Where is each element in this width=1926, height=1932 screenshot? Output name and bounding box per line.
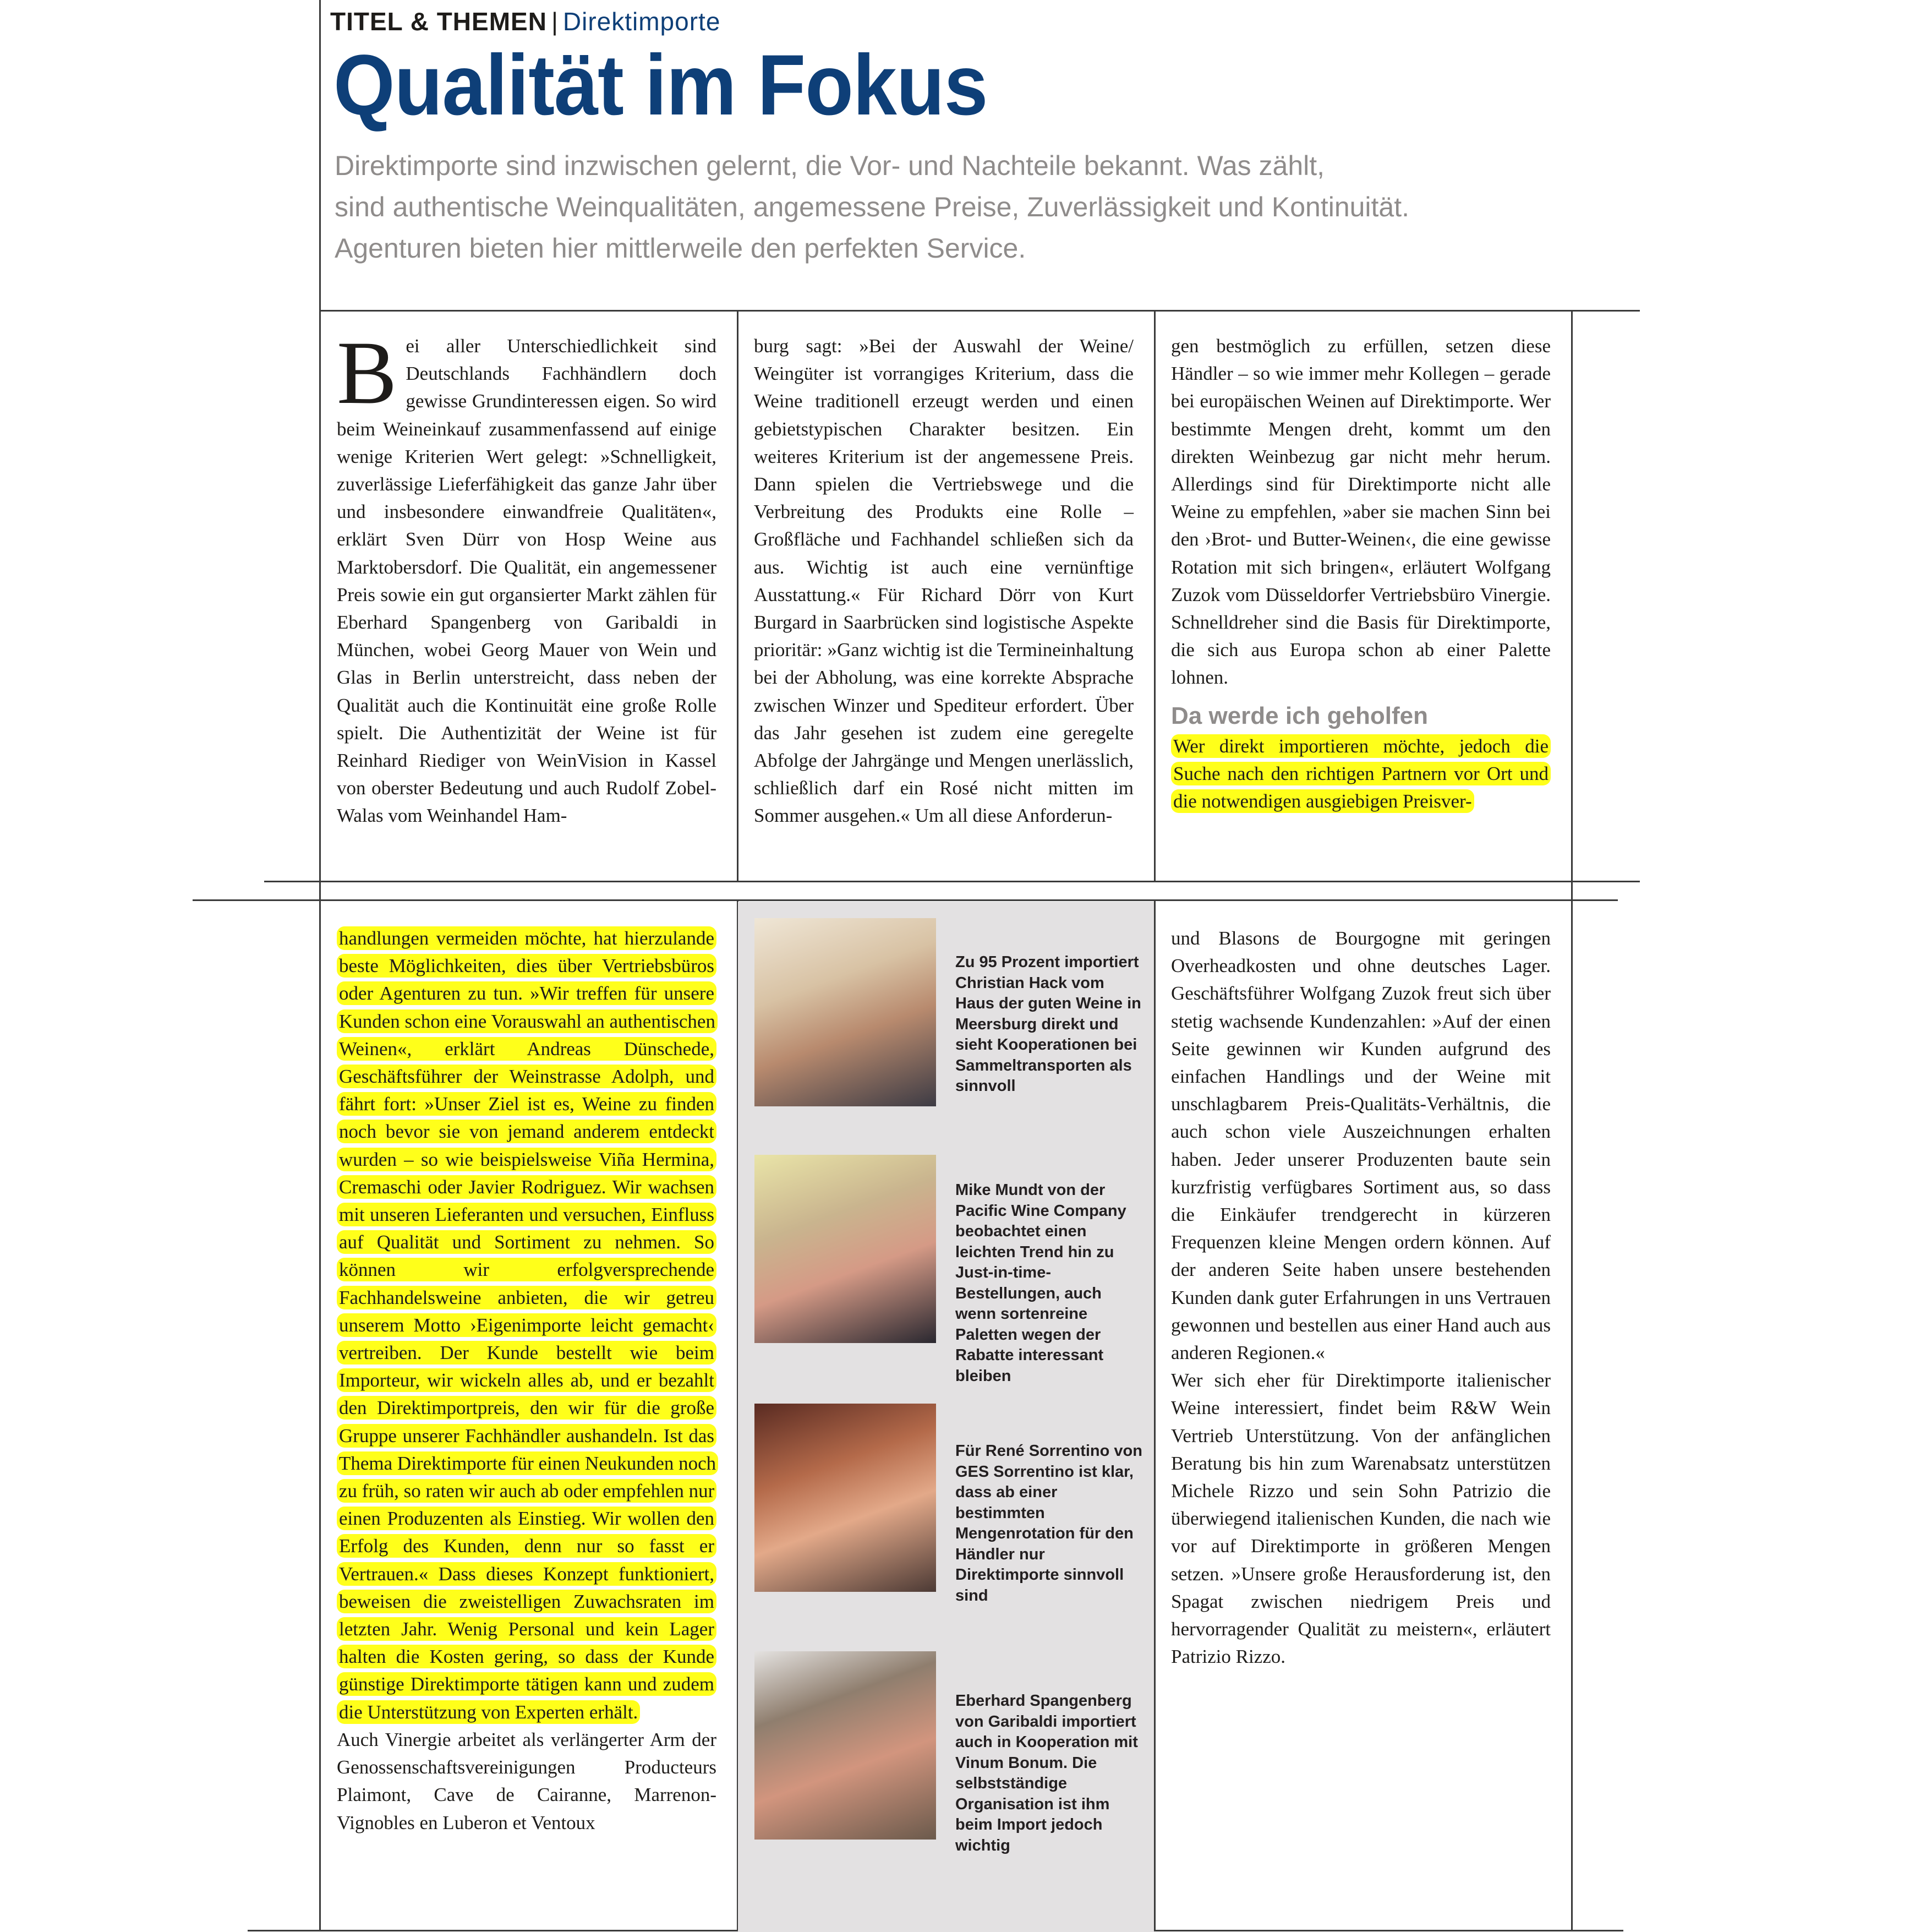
portrait-photo	[754, 1651, 936, 1840]
column-rule	[1154, 310, 1156, 881]
body-text: Wer sich eher für Direktimporte italienischer Weine interessiert, findet beim R&W Wein Vertrieb Unterstützung. Von der anfänglichen Beratung bis hin zum Warenabsatz unterstützen Michele Rizzo und sein Sohn Patrizio die überwiegend italienischen Kunden, die nach wie vor auf Direktimporte in größeren Mengen setzen. »Unsere große Herausforderung ist, den Spagat zwischen niedrigem Preis und hervorragender Qualität zu meistern«, erläutert Patrizio Rizzo.	[1171, 1369, 1551, 1668]
article-column-2	[754, 332, 1134, 830]
bottom-section-rule	[193, 899, 1618, 901]
body-text: Auch Vinergie arbeitet als verlängerter Arm der Genossenschaftsvereinigungen Producteurs Plaimont, Cave de Cairanne, Marrenon-Vignobles en Luberon et Ventoux	[337, 1728, 716, 1833]
article-column-1	[337, 323, 716, 830]
header-left-rule	[319, 0, 321, 310]
column-rule	[737, 310, 738, 881]
top-section-rule	[319, 310, 1640, 312]
lead-line: Direktimporte sind inzwischen gelernt, die Vor- und Nachteile bekannt. Was zählt,	[335, 150, 1325, 181]
column-rule	[1571, 310, 1573, 1931]
article-column-1-continued	[337, 925, 716, 1837]
photo-caption: Für René Sorrentino von GES Sorrentino ist klar, dass ab einer bestimmten Mengenrotation für den Händler nur Direktimporte sinnvoll sind	[955, 1442, 1142, 1604]
lead-paragraph	[335, 145, 1600, 269]
lead-line: Agenturen bieten hier mittlerweile den perfekten Service.	[335, 233, 1026, 264]
column-rule	[1154, 900, 1156, 1931]
body-text: burg sagt: »Bei der Auswahl der Weine/ Weingüter ist vorrangiges Kriterium, dass die Weine traditionell erzeugt werden und einen gebietstypischen Charakter besitzen. Ein weiteres Kriterium ist der angemessene Preis. Dann spielen die Vertriebswege und die Verbreitung des Produkts eine Rolle – Großfläche und Fachhandel schließen sich da aus. Wichtig ist auch eine vernünftige Ausstattung.« Für Richard Dörr von Kurt Burgard in Saarbrücken sind logistische Aspekte prioritär: »Ganz wichtig ist die Termineinhaltung bei der Abholung, was eine korrekte Absprache zwischen Winzer und Spediteur erfordert. Über das Jahr gesehen ist zudem eine geregelte Abfolge der Jahrgänge und Mengen unerlässlich, schließlich darf ein Rosé nicht mitten im Sommer ausgehen.« Um all diese Anforderun-	[754, 335, 1134, 827]
kicker-separator: |	[551, 7, 559, 36]
photo-caption: Eberhard Spangenberg von Garibaldi importiert auch in Kooperation mit Vinum Bonum. Die selbstständige Organisation ist ihm beim Import jedoch wichtig	[955, 1692, 1138, 1854]
topic-label: Direktimporte	[562, 7, 721, 36]
portrait-photo	[754, 1404, 936, 1592]
subheading: Da werde ich geholfen	[1171, 702, 1428, 729]
photo-caption: Zu 95 Prozent importiert Christian Hack vom Haus der guten Weine in Meersburg direkt und sieht Kooperationen bei Sammeltransporten als sinnvoll	[955, 953, 1141, 1095]
lead-line: sind authentische Weinqualitäten, angemessene Preise, Zuverlässigkeit und Kontinuität.	[335, 192, 1410, 222]
section-kicker	[330, 7, 720, 36]
body-text: ei aller Unterschiedlichkeit sind Deutschlands Fachhändlern doch gewisse Grundinteressen eigen. So wird beim Weineinkauf zusammenfassend auf einige wenige Kriterien Wert gelegt: »Schnelligkeit, zuverlässige Lieferfähigkeit das ganze Jahr über und insbesondere einwandfreie Qualitäten«, erklärt Sven Dürr von Hosp Weine aus Marktobersdorf. Die Qualität, ein angemessener Preis sowie ein gut organsierter Markt zählen für Eberhard Spangenberg von Garibaldi in München, wobei Georg Mauer von Wein und Glas in Berlin unterstreicht, dass neben der Qualität auch die Kontinuität eine große Rolle spielt. Die Authentizität der Weine ist für Reinhard Riediger von WeinVision in Kassel von oberster Bedeutung und auch Rudolf Zobel-Walas vom Weinhandel Ham-	[337, 335, 716, 827]
section-divider-rule	[264, 881, 1640, 882]
portrait-photo	[754, 1155, 936, 1343]
drop-cap: B	[337, 323, 397, 423]
article-column-3	[1171, 332, 1551, 815]
highlighted-text: Wer direkt importieren möchte, jedoch die Suche nach den richtigen Partnern vor Ort und die notwendigen ausgiebigen Preisver-	[1171, 734, 1551, 813]
quote-sidebar	[738, 902, 1154, 1932]
portrait-photo	[754, 918, 936, 1106]
article-column-3-continued	[1171, 925, 1551, 1671]
section-label: TITEL & THEMEN	[330, 7, 547, 36]
photo-caption: Mike Mundt von der Pacific Wine Company beobachtet einen leichten Trend hin zu Just-in-time-Bestellungen, auch wenn sortenreine Paletten wegen der Rabatte interessant bleiben	[955, 1181, 1126, 1385]
body-text: gen bestmöglich zu erfüllen, setzen diese Händler – so wie immer mehr Kollegen – gerade bei europäischen Weinen auf Direktimporte. Wer bestimmte Mengen dreht, kommt um den direkten Weinbezug gar nicht mehr herum. Allerdings sind für Direktimporte nicht alle Weine zu empfehlen, »aber sie machen Sinn bei den ›Brot- und Butter-Weinen‹, die eine gewisse Rotation mit sich bringen«, erläutert Wolfgang Zuzok vom Düsseldorfer Vertriebsbüro Vinergie. Schnelldreher sind die Basis für Direktimporte, die sich aus Europa schon ab einer Palette lohnen.	[1171, 335, 1551, 689]
column-rule	[319, 310, 321, 1931]
body-text: und Blasons de Bourgogne mit geringen Overheadkosten und ohne deutsches Lager. Geschäftsführer Wolfgang Zuzok freut sich über stetig wachsende Kundenzahlen: »Auf der einen Seite gewinnen wir Kunden aufgrund des einfachen Handlings und der Weine mit unschlagbarem Preis-Qualitäts-Verhältnis, die auch schon viele Auszeichnungen erhalten haben. Jeder unserer Produzenten baute sein kurzfristig verfügbares Sortiment aus, so dass die Einkäufer trendgerecht in kürzeren Frequenzen kleine Mengen ordern können. Auf der anderen Seite haben unsere bestehenden Kunden dank guter Erfahrungen in uns Vertrauen gewonnen und bestellen aus einer Hand auch aus anderen Regionen.«	[1171, 927, 1551, 1364]
page-title: Qualität im Fokus	[333, 37, 988, 133]
highlighted-text: handlungen vermeiden möchte, hat hierzulande beste Möglichkeiten, dies über Vertriebsbüros oder Agenturen zu tun. »Wir treffen für unsere Kunden schon eine Vorauswahl an authentischen Weinen«, erklärt Andreas Dünschede, Geschäftsführer der Weinstrasse Adolph, und fährt fort: »Unser Ziel ist es, Weine zu finden noch bevor sie von jemand anderem entdeckt wurden – so wie beispielsweise Viña Hermina, Cremaschi oder Javier Rodriguez. Wir wachsen mit unseren Lieferanten und versuchen, Einfluss auf Qualität und Sortiment zu nehmen. So können wir erfolgversprechende Fachhandelsweine anbieten, die wir getreu unserem Motto ›Eigenimporte leicht gemacht‹ vertreiben. Der Kunde bestellt wie beim Importeur, wir wickeln alles ab, und er bezahlt den Direktimportpreis, den wir für die große Gruppe unserer Fachhändler aushandeln. Ist das Thema Direktimporte für einen Neukunden noch zu früh, so raten wir auch ab oder empfehlen nur einen Produzenten als Einstieg. Wir wollen den Erfolg des Kunden, denn nur so fasst er Vertrauen.« Dass dieses Konzept funktioniert, beweisen die zweistelligen Zuwachsraten im letzten Jahr. Wenig Personal und kein Lager halten die Kosten gering, so dass der Kunde günstige Direktimporte tätigen kann und zudem die Unterstützung von Experten erhält.	[337, 926, 718, 1724]
